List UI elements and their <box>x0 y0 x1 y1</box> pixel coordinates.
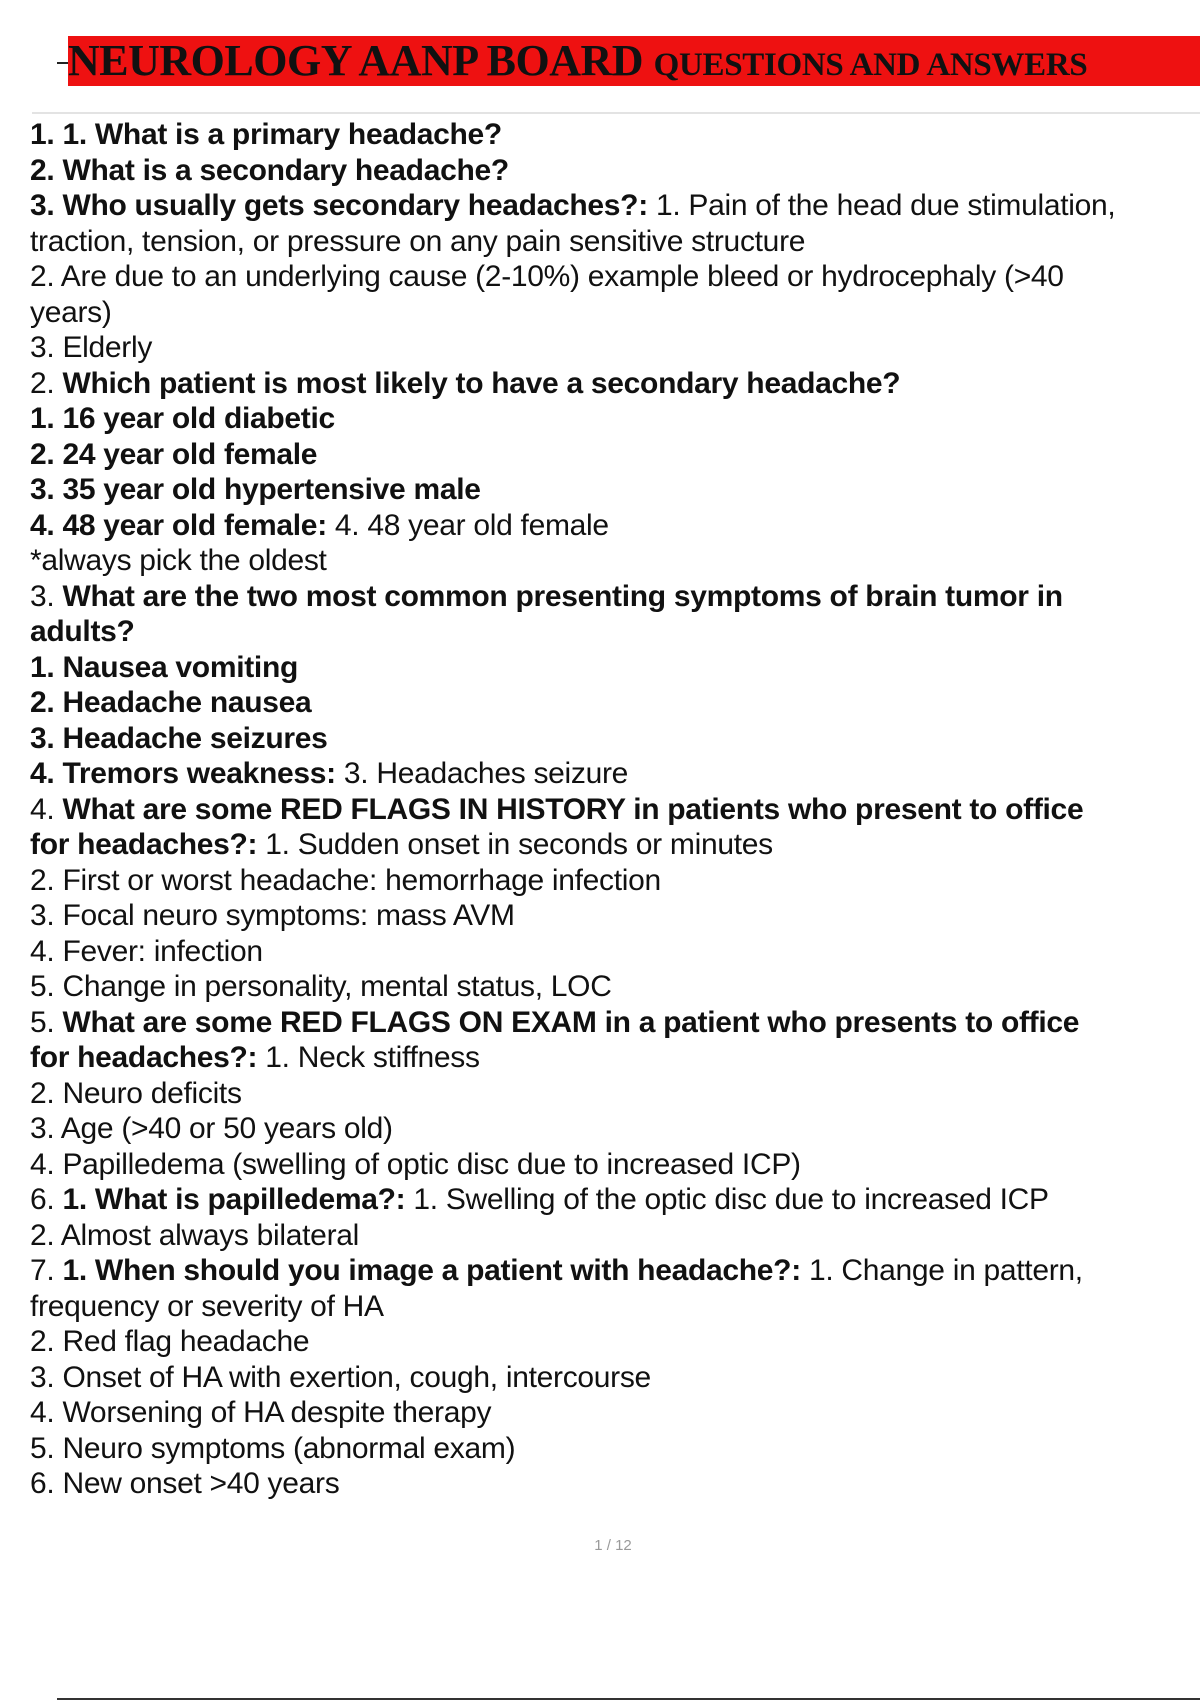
regular-text: 2. Are due to an underlying cause (2-10%) example bleed or hydrocephaly (>40 <box>30 260 1064 293</box>
text-line <box>30 1395 1200 1431</box>
header-divider <box>32 112 1200 114</box>
regular-text: 3. Age (>40 or 50 years old) <box>30 1112 393 1145</box>
regular-text: 5. Change in personality, mental status, LOC <box>30 970 612 1003</box>
regular-text: 3. <box>30 579 63 613</box>
text-line <box>30 827 1200 863</box>
bold-text: 2. What is a secondary headache? <box>30 153 509 187</box>
text-line <box>30 898 1200 934</box>
regular-text: years) <box>30 295 112 329</box>
text-line <box>30 295 1200 331</box>
regular-text: 6. <box>30 1183 63 1216</box>
text-line <box>30 1182 1200 1218</box>
regular-text: 4. Papilledema (swelling of optic disc due to increased ICP) <box>30 1147 801 1181</box>
bold-text: What are the two most common presenting symptoms of brain tumor in <box>62 579 1063 613</box>
bold-text: 1. 1. What is a primary headache? <box>30 118 502 151</box>
regular-text: 5. <box>30 1005 63 1039</box>
bold-text: 2. 24 year old female <box>30 437 318 471</box>
bold-text: for headaches?: <box>30 1041 258 1074</box>
bold-text: 3. Headache seizures <box>30 721 328 755</box>
text-line <box>30 1147 1200 1183</box>
regular-text: 7. <box>30 1254 63 1287</box>
bold-text: 1. Nausea vomiting <box>30 650 299 684</box>
regular-text: 3. Elderly <box>30 331 153 364</box>
text-line <box>30 543 1200 579</box>
text-line <box>30 650 1200 686</box>
regular-text: 6. New onset >40 years <box>30 1467 340 1500</box>
bold-text: 4. Tremors weakness: <box>30 757 336 790</box>
text-line <box>30 579 1200 615</box>
regular-text: *always pick the oldest <box>30 544 327 577</box>
regular-text: 3. Focal neuro symptoms: mass AVM <box>30 899 515 932</box>
bold-text: 1. When should you image a patient with headache?: <box>62 1254 801 1287</box>
regular-text: 2. First or worst headache: hemorrhage infection <box>30 863 661 897</box>
text-line <box>30 1466 1200 1502</box>
regular-text: 4. 48 year old female <box>326 508 609 542</box>
regular-text: 1. Swelling of the optic disc due to increased ICP <box>405 1183 1049 1216</box>
text-line <box>30 934 1200 970</box>
text-line <box>30 614 1200 650</box>
text-line <box>30 472 1200 508</box>
text-line <box>30 1360 1200 1396</box>
regular-text: frequency or severity of HA <box>30 1289 384 1323</box>
regular-text: traction, tension, or pressure on any pain sensitive structure <box>30 224 806 258</box>
text-line <box>30 366 1200 402</box>
page-indicator: 1 / 12 <box>594 1537 632 1554</box>
text-line <box>30 259 1200 295</box>
title-main: NEUROLOGY AANP BOARD <box>68 36 654 85</box>
text-line <box>30 1218 1200 1254</box>
qa-content <box>30 117 1200 1502</box>
text-line <box>30 437 1200 473</box>
text-line <box>30 330 1200 366</box>
text-line <box>30 1040 1200 1076</box>
text-line <box>30 721 1200 757</box>
regular-text: 4. <box>30 792 63 826</box>
regular-text: 3. Headaches seizure <box>335 757 629 790</box>
text-line <box>30 224 1200 260</box>
text-line <box>30 508 1200 544</box>
regular-text: 5. Neuro symptoms (abnormal exam) <box>30 1431 516 1465</box>
regular-text: 2. Red flag headache <box>30 1325 310 1358</box>
regular-text: 2. Neuro deficits <box>30 1076 242 1110</box>
text-line <box>30 188 1200 224</box>
bold-text: 1. What is papilledema?: <box>62 1183 406 1216</box>
title-banner <box>68 36 1200 86</box>
text-line <box>30 1324 1200 1360</box>
text-line <box>30 1289 1200 1325</box>
regular-text: 4. Fever: infection <box>30 934 263 968</box>
text-line <box>30 863 1200 899</box>
bold-text: 3. 35 year old hypertensive male <box>30 473 481 506</box>
regular-text: 1. Sudden onset in seconds or minutes <box>257 828 773 861</box>
text-line <box>30 153 1200 189</box>
regular-text: 1. Change in pattern, <box>800 1254 1083 1287</box>
bold-text: Which patient is most likely to have a secondary headache? <box>62 366 901 400</box>
regular-text: 2. Almost always bilateral <box>30 1218 360 1252</box>
regular-text: 1. Neck stiffness <box>257 1041 480 1074</box>
text-line <box>30 1076 1200 1112</box>
text-line <box>30 792 1200 828</box>
bold-text: 2. Headache nausea <box>30 686 312 719</box>
bold-text: 1. 16 year old diabetic <box>30 402 335 435</box>
text-line <box>30 1431 1200 1467</box>
bold-text: for headaches?: <box>30 828 258 861</box>
text-line <box>30 1253 1200 1289</box>
bold-text: adults? <box>30 615 135 648</box>
text-line <box>30 1005 1200 1041</box>
bold-text: 3. Who usually gets secondary headaches?: <box>30 189 648 222</box>
bold-text: What are some RED FLAGS IN HISTORY in patients who present to office <box>62 792 1084 826</box>
bold-text: What are some RED FLAGS ON EXAM in a patient who presents to office <box>62 1005 1080 1039</box>
text-line <box>30 401 1200 437</box>
text-line <box>30 117 1200 153</box>
regular-text: 2. <box>30 366 63 400</box>
text-line <box>30 1111 1200 1147</box>
text-line <box>30 685 1200 721</box>
title-tail: QUESTIONS AND ANSWERS <box>653 47 1088 83</box>
text-line <box>30 756 1200 792</box>
text-line <box>30 969 1200 1005</box>
bold-text: 4. 48 year old female: <box>30 508 327 542</box>
regular-text: 3. Onset of HA with exertion, cough, intercourse <box>30 1360 651 1394</box>
regular-text: 4. Worsening of HA despite therapy <box>30 1396 492 1429</box>
regular-text: 1. Pain of the head due stimulation, <box>647 189 1116 222</box>
